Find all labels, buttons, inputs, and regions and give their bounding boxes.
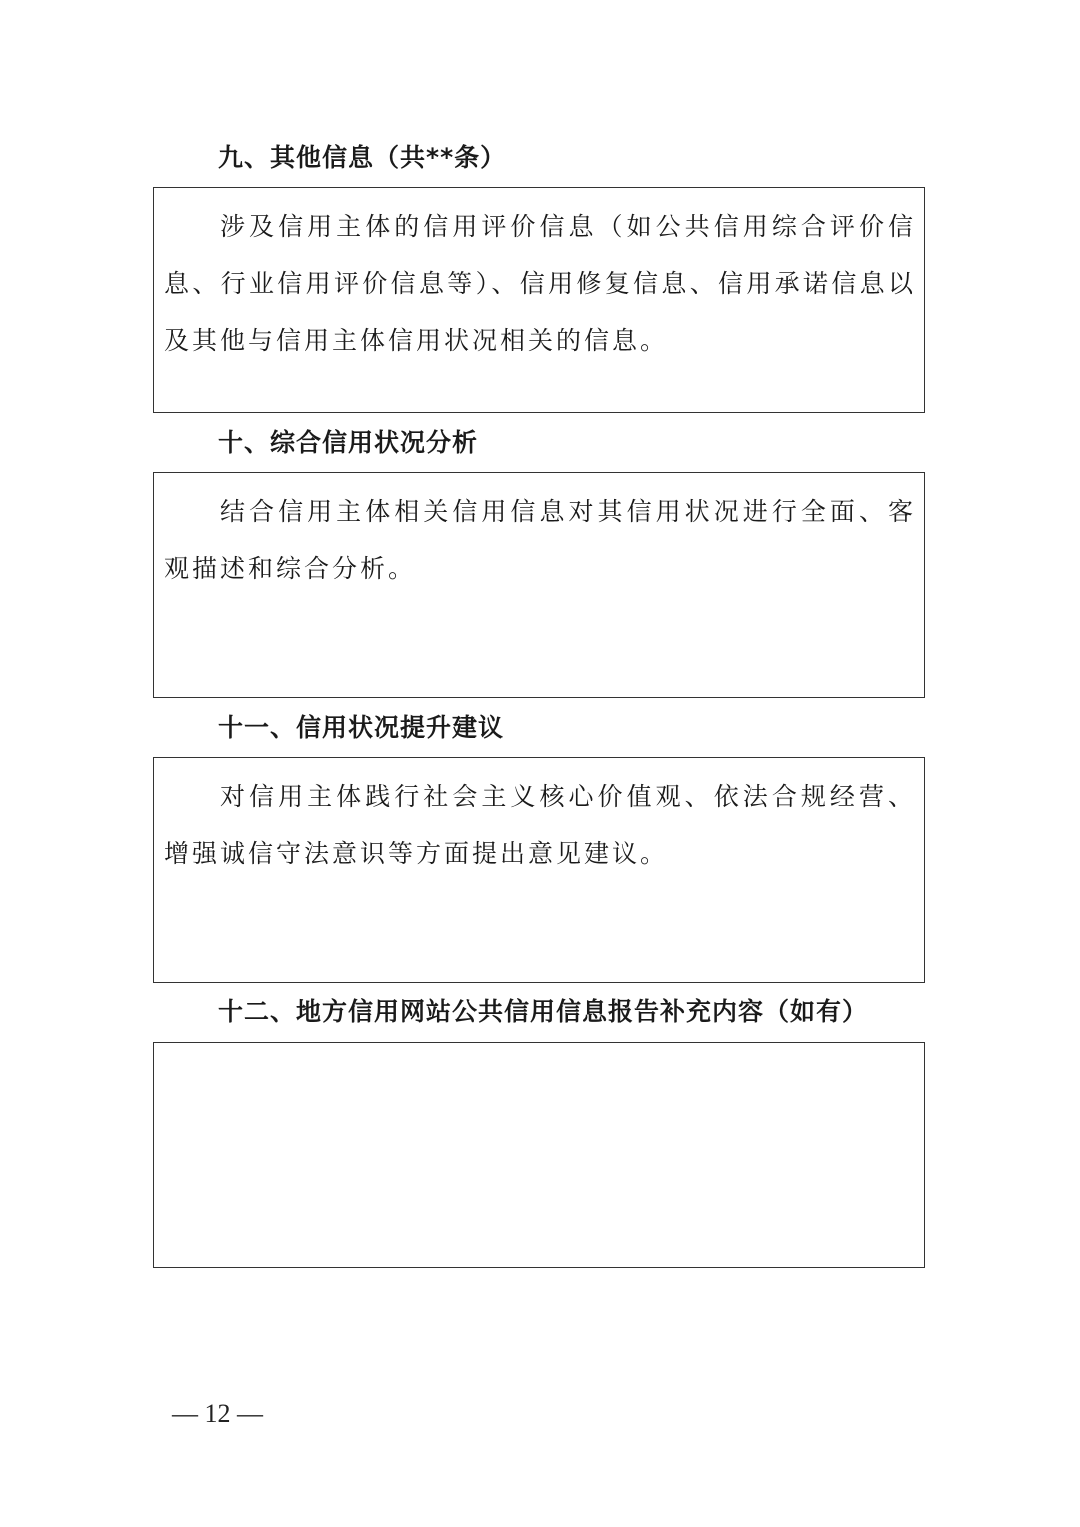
section-heading-improvement-advice: 十一、信用状况提升建议 bbox=[218, 713, 505, 742]
section-heading-credit-analysis: 十、综合信用状况分析 bbox=[218, 428, 479, 457]
section-content-credit-analysis: 结合信用主体相关信用信息对其信用状况进行全面、客观描述和综合分析。 bbox=[164, 497, 916, 583]
section-heading-other-info: 九、其他信息（共**条） bbox=[218, 143, 507, 172]
section-content-other-info: 涉及信用主体的信用评价信息（如公共信用综合评价信息、行业信用评价信息等）、信用修复信息、信用承诺信息以及其他与信用主体信用状况相关的信息。 bbox=[164, 212, 916, 355]
section-box-improvement-advice bbox=[153, 757, 925, 983]
section-box-credit-analysis bbox=[153, 472, 925, 698]
section-box-other-info bbox=[153, 187, 925, 413]
page-number: — 12 — bbox=[172, 1399, 263, 1428]
section-box-local-supplement bbox=[153, 1042, 925, 1268]
section-heading-local-supplement: 十二、地方信用网站公共信用信息报告补充内容（如有） bbox=[218, 997, 869, 1026]
section-content-improvement-advice: 对信用主体践行社会主义核心价值观、依法合规经营、增强诚信守法意识等方面提出意见建议。 bbox=[164, 782, 916, 868]
